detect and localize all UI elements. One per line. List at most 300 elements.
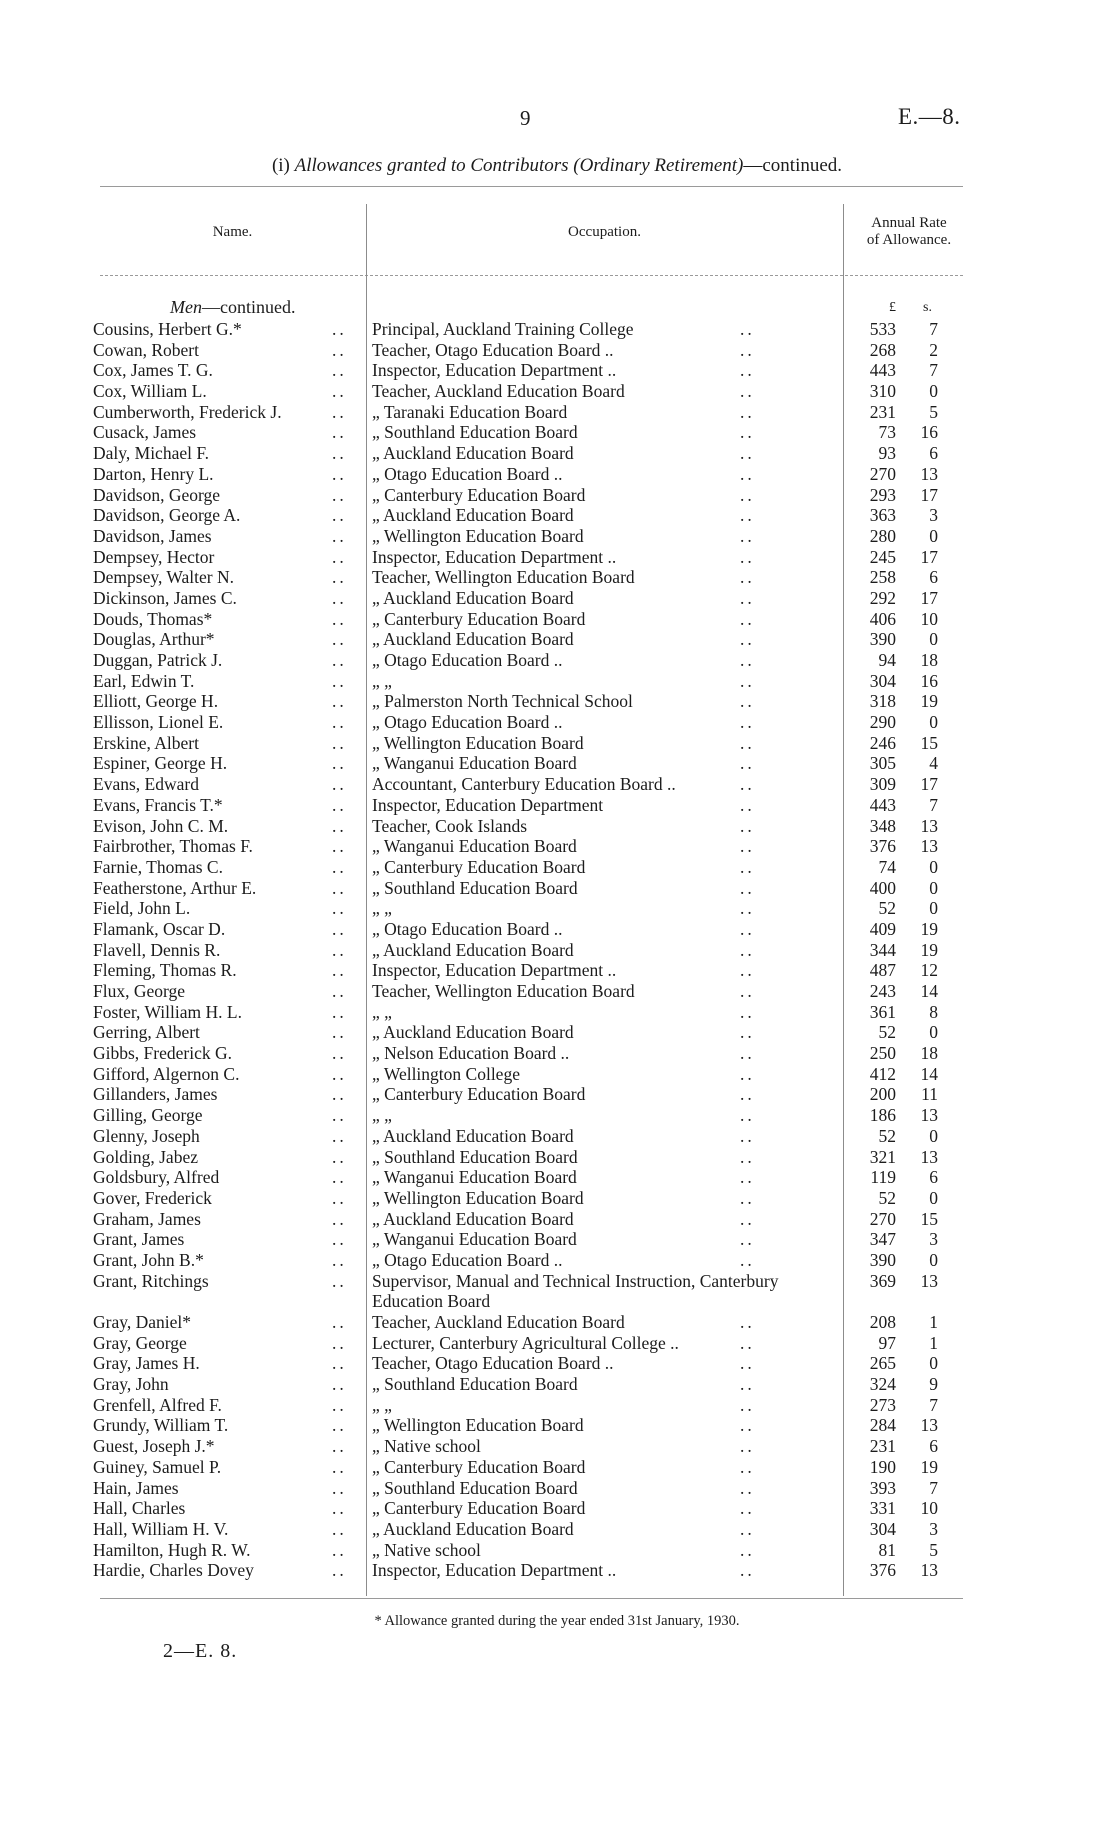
row-occupation: „ Auckland Education Board — [372, 1022, 574, 1043]
rate-shillings: 9 — [929, 1374, 938, 1395]
leader-dots: .. — [740, 1456, 755, 1477]
table-row — [0, 712, 1114, 733]
row-name: Espiner, George H. — [93, 753, 228, 774]
rate-shillings: 0 — [929, 856, 938, 877]
table-row — [0, 1126, 1114, 1147]
row-name: Darton, Henry L. — [93, 463, 214, 484]
rate-pounds: 304 — [869, 1518, 896, 1539]
rate-shillings: 7 — [929, 360, 938, 381]
table-row — [0, 1229, 1114, 1250]
table-row — [0, 443, 1114, 464]
rate-pounds: 361 — [869, 1001, 896, 1022]
row-name: Davidson, James — [93, 525, 212, 546]
row-name: Daly, Michael F. — [93, 443, 210, 464]
leader-dots: .. — [332, 670, 347, 691]
leader-dots: .. — [740, 463, 755, 484]
leader-dots: .. — [740, 1353, 755, 1374]
leader-dots: .. — [740, 794, 755, 815]
rate-pounds: 305 — [869, 753, 896, 774]
leader-dots: .. — [740, 1105, 755, 1126]
leader-dots: .. — [332, 856, 347, 877]
table-row — [0, 1457, 1114, 1478]
leader-dots: .. — [332, 1167, 347, 1188]
row-occupation: „ Canterbury Education Board — [372, 608, 586, 629]
table-row — [0, 1374, 1114, 1395]
row-occupation: Teacher, Otago Education Board .. — [372, 1353, 614, 1374]
rate-shillings: 0 — [929, 898, 938, 919]
leader-dots: .. — [332, 960, 347, 981]
leader-dots: .. — [740, 1312, 755, 1333]
row-name: Flamank, Oscar D. — [93, 918, 226, 939]
rate-shillings: 6 — [929, 443, 938, 464]
table-row — [0, 691, 1114, 712]
table-top-rule — [100, 186, 963, 187]
leader-dots: .. — [740, 774, 755, 795]
table-row — [0, 940, 1114, 961]
table-row — [0, 547, 1114, 568]
leader-dots: .. — [740, 1001, 755, 1022]
rate-shillings: 13 — [920, 463, 938, 484]
rate-pounds: 186 — [869, 1105, 896, 1126]
rate-pounds: 321 — [869, 1146, 896, 1167]
row-occupation: Teacher, Otago Education Board .. — [372, 339, 614, 360]
allowances-table-body — [0, 319, 1114, 1581]
leader-dots: .. — [740, 422, 755, 443]
leader-dots: .. — [332, 1270, 347, 1291]
leader-dots: .. — [332, 1518, 347, 1539]
rate-shillings: 8 — [929, 1001, 938, 1022]
table-row — [0, 1064, 1114, 1085]
leader-dots: .. — [740, 1022, 755, 1043]
row-name: Grundy, William T. — [93, 1415, 229, 1436]
rate-header-line1: Annual Rate — [871, 215, 947, 231]
table-row — [0, 422, 1114, 443]
table-row — [0, 340, 1114, 361]
table-row — [0, 919, 1114, 940]
rate-pounds: 270 — [869, 463, 896, 484]
row-occupation: „ Wellington Education Board — [372, 732, 584, 753]
row-name: Gray, John — [93, 1374, 169, 1395]
leader-dots: .. — [332, 1146, 347, 1167]
leader-dots: .. — [332, 753, 347, 774]
leader-dots: .. — [740, 546, 755, 567]
rate-shillings: 0 — [929, 629, 938, 650]
caption-title: Allowances granted to Contributors (Ordinary Retirement) — [294, 155, 744, 176]
row-occupation: Supervisor, Manual and Technical Instruction, Canterbury Education Board — [372, 1270, 779, 1312]
section-suffix: —continued. — [201, 297, 296, 317]
leader-dots: .. — [740, 898, 755, 919]
rate-pounds: 293 — [869, 484, 896, 505]
leader-dots: .. — [332, 546, 347, 567]
table-row — [0, 402, 1114, 423]
leader-dots: .. — [332, 1374, 347, 1395]
leader-dots: .. — [332, 319, 347, 339]
leader-dots: .. — [332, 1229, 347, 1250]
row-occupation: „ Canterbury Education Board — [372, 856, 586, 877]
leader-dots: .. — [740, 1146, 755, 1167]
row-occupation: „ Canterbury Education Board — [372, 1456, 586, 1477]
rate-pounds: 443 — [869, 360, 896, 381]
leader-dots: .. — [332, 1249, 347, 1270]
leader-dots: .. — [332, 443, 347, 464]
rate-shillings: 17 — [920, 587, 938, 608]
rate-pounds: 273 — [869, 1394, 896, 1415]
leader-dots: .. — [740, 484, 755, 505]
row-name: Glenny, Joseph — [93, 1125, 200, 1146]
row-name: Cowan, Robert — [93, 339, 199, 360]
table-row — [0, 1250, 1114, 1271]
leader-dots: .. — [740, 650, 755, 670]
rate-pounds: 409 — [869, 918, 896, 939]
leader-dots: .. — [332, 1477, 347, 1498]
leader-dots: .. — [332, 1105, 347, 1126]
leader-dots: .. — [332, 877, 347, 898]
leader-dots: .. — [740, 1229, 755, 1250]
rate-shillings: 3 — [929, 505, 938, 526]
rate-pounds: 324 — [869, 1374, 896, 1395]
rate-pounds: 348 — [869, 815, 896, 836]
rate-pounds: 376 — [869, 836, 896, 857]
table-row — [0, 319, 1114, 340]
leader-dots: .. — [740, 1125, 755, 1146]
rate-pounds: 52 — [878, 1125, 896, 1146]
row-occupation: „ Auckland Education Board — [372, 1208, 574, 1229]
row-name: Gray, James H. — [93, 1353, 200, 1374]
table-row — [0, 588, 1114, 609]
row-name: Gibbs, Frederick G. — [93, 1043, 233, 1064]
row-occupation: „ Wanganui Education Board — [372, 1167, 577, 1188]
leader-dots: .. — [332, 794, 347, 815]
table-row — [0, 485, 1114, 506]
rate-shillings: 14 — [920, 1063, 938, 1084]
row-occupation: „ Nelson Education Board .. — [372, 1043, 570, 1064]
rate-pounds: 258 — [869, 567, 896, 588]
leader-dots: .. — [332, 939, 347, 960]
rate-shillings: 13 — [920, 1560, 938, 1581]
row-occupation: Teacher, Wellington Education Board — [372, 567, 635, 588]
rate-shillings: 10 — [920, 1498, 938, 1519]
row-name: Cox, William L. — [93, 381, 207, 402]
rate-pounds: 74 — [878, 856, 896, 877]
rate-shillings: 19 — [920, 1456, 938, 1477]
leader-dots: .. — [332, 712, 347, 733]
rate-shillings: 16 — [920, 670, 938, 691]
rate-pounds: 390 — [869, 1249, 896, 1270]
rate-shillings: 6 — [929, 567, 938, 588]
row-occupation: „ Otago Education Board .. — [372, 918, 563, 939]
row-occupation: Inspector, Education Department .. — [372, 546, 617, 567]
rate-pounds: 393 — [869, 1477, 896, 1498]
table-row — [0, 1188, 1114, 1209]
leader-dots: .. — [332, 650, 347, 670]
page-number: 9 — [520, 106, 531, 130]
row-name: Dempsey, Hector — [93, 546, 215, 567]
table-row — [0, 774, 1114, 795]
rate-shillings: 13 — [920, 1105, 938, 1126]
rate-pounds: 363 — [869, 505, 896, 526]
rate-pounds: 487 — [869, 960, 896, 981]
rate-shillings: 19 — [920, 939, 938, 960]
rate-pounds: 400 — [869, 877, 896, 898]
rate-pounds: 443 — [869, 794, 896, 815]
header-bottom-rule — [100, 275, 963, 276]
section-heading — [170, 297, 295, 318]
row-occupation: „ Wanganui Education Board — [372, 836, 577, 857]
leader-dots: .. — [740, 567, 755, 588]
leader-dots: .. — [740, 1436, 755, 1457]
leader-dots: .. — [740, 443, 755, 464]
row-name: Graham, James — [93, 1208, 201, 1229]
row-occupation: „ Taranaki Education Board — [372, 401, 568, 422]
leader-dots: .. — [740, 505, 755, 526]
rate-shillings: 3 — [929, 1229, 938, 1250]
rate-pounds: 119 — [870, 1167, 896, 1188]
row-occupation: Accountant, Canterbury Education Board .. — [372, 774, 676, 795]
table-row — [0, 1436, 1114, 1457]
leader-dots: .. — [332, 422, 347, 443]
rate-shillings: 19 — [920, 691, 938, 712]
row-name: Dickinson, James C. — [93, 587, 237, 608]
rate-shillings: 2 — [929, 339, 938, 360]
rate-pounds: 52 — [878, 1022, 896, 1043]
table-row — [0, 1395, 1114, 1416]
row-name: Dempsey, Walter N. — [93, 567, 234, 588]
row-occupation: „ Southland Education Board — [372, 1477, 578, 1498]
row-occupation: „ Auckland Education Board — [372, 1518, 574, 1539]
table-row — [0, 1478, 1114, 1499]
leader-dots: .. — [332, 691, 347, 712]
table-row — [0, 609, 1114, 630]
rate-pounds: 344 — [869, 939, 896, 960]
row-name: Gilling, George — [93, 1105, 203, 1126]
row-occupation: „ Auckland Education Board — [372, 587, 574, 608]
rate-shillings: 1 — [929, 1312, 938, 1333]
leader-dots: .. — [740, 1249, 755, 1270]
row-occupation: „ Auckland Education Board — [372, 443, 574, 464]
leader-dots: .. — [332, 525, 347, 546]
row-occupation: Inspector, Education Department .. — [372, 1560, 617, 1581]
row-name: Davidson, George A. — [93, 505, 241, 526]
table-row — [0, 878, 1114, 899]
row-occupation: „ Southland Education Board — [372, 877, 578, 898]
rate-pounds: 231 — [869, 401, 896, 422]
leader-dots: .. — [332, 836, 347, 857]
leader-dots: .. — [740, 381, 755, 402]
rate-shillings: 13 — [920, 836, 938, 857]
table-row — [0, 1209, 1114, 1230]
leader-dots: .. — [740, 918, 755, 939]
row-name: Goldsbury, Alfred — [93, 1167, 220, 1188]
table-row — [0, 1540, 1114, 1561]
rate-pounds: 245 — [869, 546, 896, 567]
leader-dots: .. — [740, 1477, 755, 1498]
leader-dots: .. — [332, 1498, 347, 1519]
leader-dots: .. — [740, 587, 755, 608]
rate-shillings: 1 — [929, 1332, 938, 1353]
leader-dots: .. — [740, 960, 755, 981]
leader-dots: .. — [740, 1560, 755, 1581]
section-label: Men — [170, 297, 202, 317]
row-name: Flux, George — [93, 981, 186, 1001]
row-name: Grant, John B.* — [93, 1249, 204, 1270]
leader-dots: .. — [740, 360, 755, 381]
row-name: Evison, John C. M. — [93, 815, 229, 836]
leader-dots: .. — [740, 836, 755, 857]
row-occupation: „ Native school — [372, 1436, 481, 1457]
row-name: Gerring, Albert — [93, 1022, 200, 1043]
leader-dots: .. — [332, 587, 347, 608]
leader-dots: .. — [332, 898, 347, 919]
row-name: Featherstone, Arthur E. — [93, 877, 257, 898]
rate-shillings: 18 — [920, 650, 938, 670]
row-name: Davidson, George — [93, 484, 221, 505]
row-name: Guiney, Samuel P. — [93, 1456, 222, 1477]
rate-pounds: 280 — [869, 525, 896, 546]
table-row — [0, 360, 1114, 381]
row-name: Flavell, Dennis R. — [93, 939, 221, 960]
leader-dots: .. — [740, 1374, 755, 1395]
row-occupation: „ Canterbury Education Board — [372, 1084, 586, 1105]
leader-dots: .. — [740, 1415, 755, 1436]
table-row — [0, 650, 1114, 671]
row-name: Hain, James — [93, 1477, 179, 1498]
table-row — [0, 733, 1114, 754]
row-occupation: Teacher, Auckland Education Board — [372, 1312, 625, 1333]
leader-dots: .. — [332, 1560, 347, 1581]
row-name: Golding, Jabez — [93, 1146, 198, 1167]
rate-shillings: 13 — [920, 1415, 938, 1436]
leader-dots: .. — [740, 1063, 755, 1084]
leader-dots: .. — [332, 1436, 347, 1457]
rate-shillings: 7 — [929, 794, 938, 815]
rate-pounds: 533 — [869, 319, 896, 339]
leader-dots: .. — [740, 939, 755, 960]
leader-dots: .. — [332, 1394, 347, 1415]
row-name: Hall, Charles — [93, 1498, 186, 1519]
table-row — [0, 1147, 1114, 1168]
row-name: Earl, Edwin T. — [93, 670, 195, 691]
leader-dots: .. — [332, 401, 347, 422]
rate-pounds: 190 — [869, 1456, 896, 1477]
rate-shillings: 0 — [929, 1353, 938, 1374]
leader-dots: .. — [332, 1539, 347, 1560]
row-name: Guest, Joseph J.* — [93, 1436, 215, 1457]
row-occupation: Inspector, Education Department .. — [372, 360, 617, 381]
row-occupation: „ „ — [372, 1001, 392, 1022]
rate-shillings: 0 — [929, 1022, 938, 1043]
rate-pounds: 331 — [869, 1498, 896, 1519]
row-occupation: „ Otago Education Board .. — [372, 1249, 563, 1270]
leader-dots: .. — [332, 360, 347, 381]
rate-pounds: 208 — [869, 1312, 896, 1333]
leader-dots: .. — [740, 401, 755, 422]
row-occupation: Inspector, Education Department .. — [372, 960, 617, 981]
rate-pounds: 250 — [869, 1043, 896, 1064]
leader-dots: .. — [332, 1125, 347, 1146]
leader-dots: .. — [740, 670, 755, 691]
leader-dots: .. — [332, 608, 347, 629]
rate-shillings: 13 — [920, 1146, 938, 1167]
table-row — [0, 1560, 1114, 1581]
rate-shillings: 0 — [929, 877, 938, 898]
column-header-rate — [844, 215, 974, 249]
rate-shillings: 0 — [929, 712, 938, 733]
leader-dots: .. — [740, 1084, 755, 1105]
table-row — [0, 753, 1114, 774]
row-name: Gray, George — [93, 1332, 187, 1353]
row-occupation: Teacher, Cook Islands — [372, 815, 528, 836]
leader-dots: .. — [332, 1022, 347, 1043]
rate-pounds: 369 — [869, 1270, 896, 1291]
table-row — [0, 1519, 1114, 1540]
leader-dots: .. — [332, 381, 347, 402]
rate-shillings: 17 — [920, 546, 938, 567]
rate-pounds: 243 — [869, 981, 896, 1001]
rate-shillings: 0 — [929, 525, 938, 546]
rate-shillings: 13 — [920, 815, 938, 836]
rate-pounds: 231 — [869, 1436, 896, 1457]
table-row — [0, 505, 1114, 526]
rate-pounds: 290 — [869, 712, 896, 733]
row-name: Douds, Thomas* — [93, 608, 213, 629]
table-row — [0, 1415, 1114, 1436]
rate-pounds: 200 — [869, 1084, 896, 1105]
table-row — [0, 857, 1114, 878]
row-occupation: „ Palmerston North Technical School — [372, 691, 633, 712]
rate-pounds: 309 — [869, 774, 896, 795]
leader-dots: .. — [740, 629, 755, 650]
leader-dots: .. — [740, 877, 755, 898]
leader-dots: .. — [740, 732, 755, 753]
rate-pounds: 292 — [869, 587, 896, 608]
row-name: Foster, William H. L. — [93, 1001, 242, 1022]
leader-dots: .. — [332, 1063, 347, 1084]
leader-dots: .. — [740, 1208, 755, 1229]
row-name: Hall, William H. V. — [93, 1518, 229, 1539]
leader-dots: .. — [740, 691, 755, 712]
rate-shillings: 16 — [920, 422, 938, 443]
leader-dots: .. — [332, 484, 347, 505]
table-row — [0, 1271, 1114, 1312]
rate-shillings: 0 — [929, 1249, 938, 1270]
rate-shillings: 6 — [929, 1167, 938, 1188]
row-occupation: „ Wellington College — [372, 1063, 520, 1084]
rate-shillings: 5 — [929, 401, 938, 422]
rate-pounds: 390 — [869, 629, 896, 650]
leader-dots: .. — [332, 918, 347, 939]
row-occupation: „ Otago Education Board .. — [372, 712, 563, 733]
footer-code: 2—E. 8. — [163, 1640, 238, 1662]
leader-dots: .. — [332, 815, 347, 836]
row-name: Duggan, Patrick J. — [93, 650, 223, 670]
rate-shillings: 12 — [920, 960, 938, 981]
leader-dots: .. — [740, 319, 755, 339]
rate-shillings: 7 — [929, 319, 938, 339]
rate-pounds: 412 — [869, 1063, 896, 1084]
rate-shillings: 17 — [920, 484, 938, 505]
rate-pounds: 406 — [869, 608, 896, 629]
table-row — [0, 816, 1114, 837]
table-row — [0, 1312, 1114, 1333]
rate-pounds: 304 — [869, 670, 896, 691]
rate-header-line2: of Allowance. — [866, 232, 952, 248]
table-row — [0, 1002, 1114, 1023]
rate-shillings: 0 — [929, 1125, 938, 1146]
rate-shillings: 18 — [920, 1043, 938, 1064]
rate-pounds: 284 — [869, 1415, 896, 1436]
rate-pounds: 81 — [878, 1539, 896, 1560]
row-name: Field, John L. — [93, 898, 191, 919]
